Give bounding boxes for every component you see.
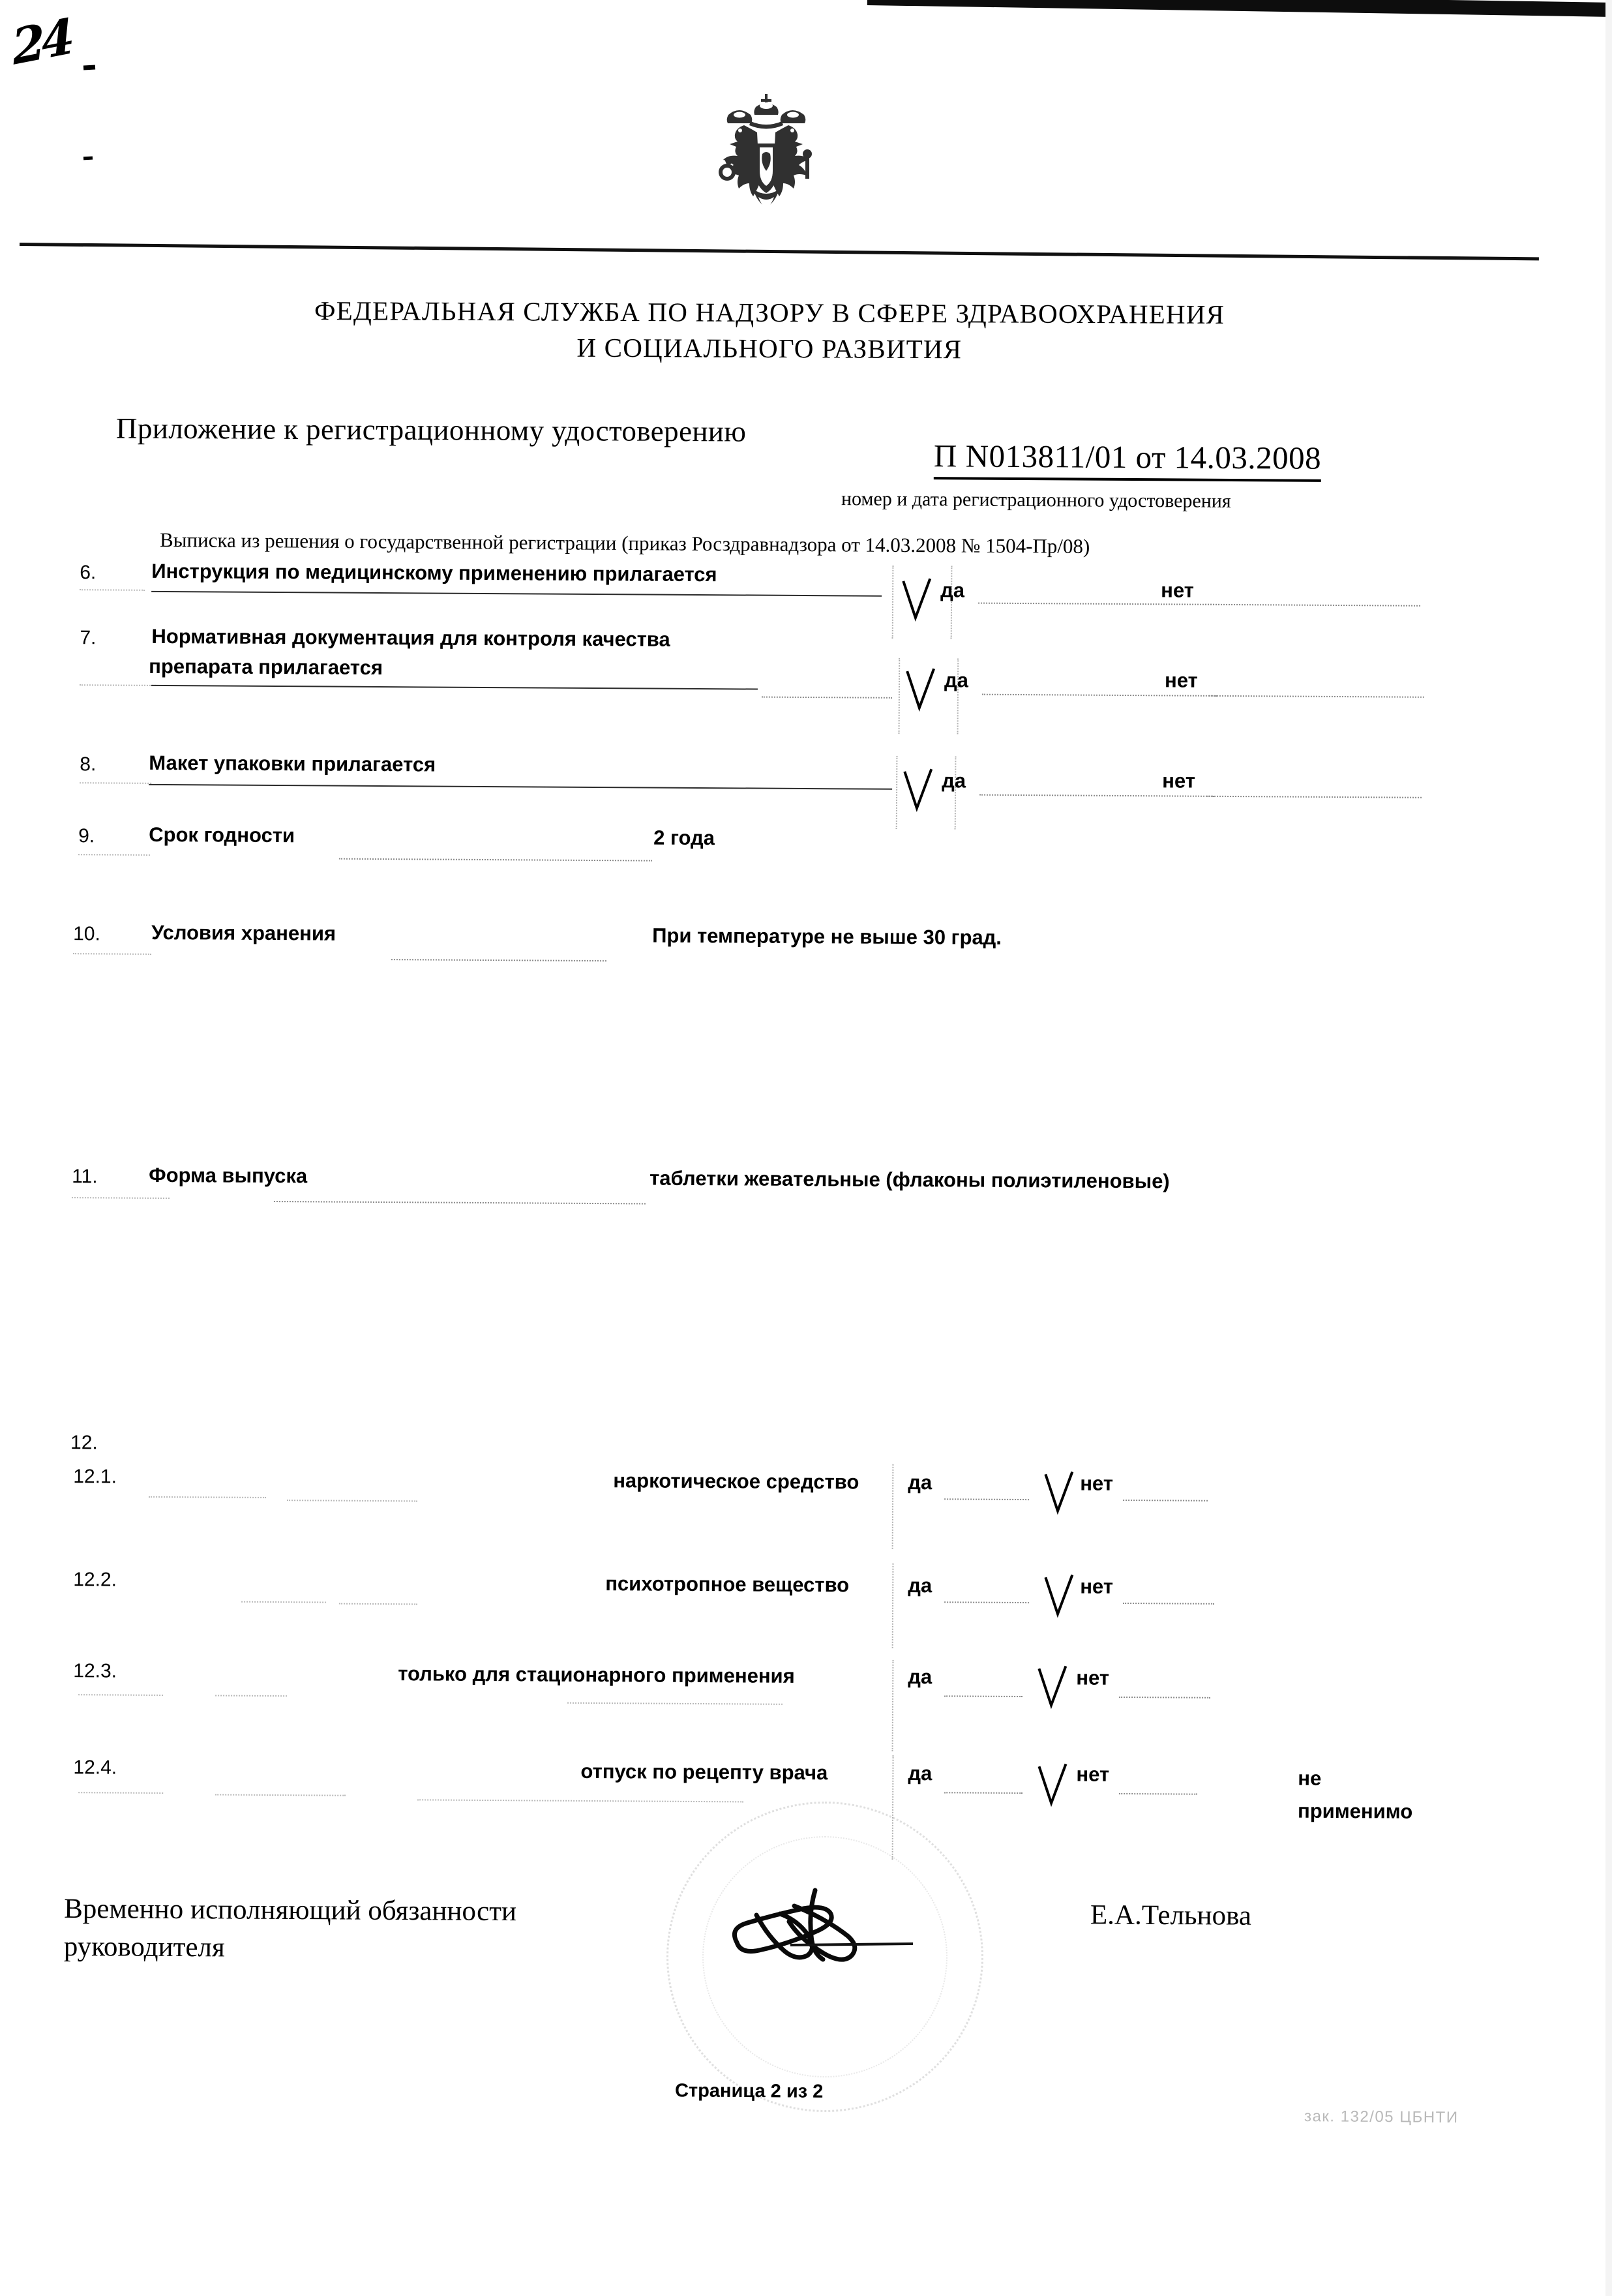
item-label-6: Инструкция по медицинскому применению прилагается xyxy=(151,559,717,586)
organisation-title-line2: И СОЦИАЛЬНОГО РАЗВИТИЯ xyxy=(576,332,963,365)
leader-dots-12-4b xyxy=(215,1794,346,1796)
option-no-12-3[interactable]: нет xyxy=(1076,1666,1110,1689)
item-label-7-line2: препарата прилагается xyxy=(149,654,383,680)
leader-dots-7-left xyxy=(80,684,158,686)
leader-dots-6-left xyxy=(80,589,145,591)
leader-dots-yes-12-2 xyxy=(944,1601,1029,1603)
checkmark-yes-8 xyxy=(903,768,934,813)
checkmark-yes-6 xyxy=(901,577,933,623)
item-number-10: 10. xyxy=(73,923,100,945)
col-divider-12-2 xyxy=(892,1563,894,1648)
option-yes-12-3[interactable]: да xyxy=(908,1665,933,1689)
option-not-applicable-line2[interactable]: применимо xyxy=(1297,1799,1413,1823)
leader-dots-11-left xyxy=(72,1197,170,1199)
col-divider-12-3 xyxy=(892,1660,894,1751)
item-number-6: 6. xyxy=(80,562,97,584)
item-value-10: При температуре не выше 30 град. xyxy=(652,924,1002,949)
annex-title: Приложение к регистрационному удостоверению xyxy=(115,412,747,448)
leader-line-6 xyxy=(151,591,882,597)
option-no-6[interactable]: нет xyxy=(1161,579,1195,602)
form-row-9 xyxy=(0,822,1612,890)
leader-dots-12-4a xyxy=(78,1792,163,1794)
form-row-10 xyxy=(0,920,1612,988)
item-number-12-2: 12.2. xyxy=(73,1569,117,1591)
handwritten-archive-number: 24 xyxy=(10,8,73,76)
option-no-12-2[interactable]: нет xyxy=(1080,1575,1114,1598)
leader-dots-11 xyxy=(274,1201,646,1204)
option-no-7[interactable]: нет xyxy=(1164,669,1198,692)
leader-dots-12-4c xyxy=(417,1799,743,1802)
leader-dots-10 xyxy=(391,959,606,961)
form-row-12-3 xyxy=(0,1659,1612,1754)
option-yes-12-1[interactable]: да xyxy=(908,1470,933,1494)
signatory-role-line2: руководителя xyxy=(63,1931,225,1963)
leader-dots-no-12-3 xyxy=(1119,1697,1210,1699)
organisation-title-line1: ФЕДЕРАЛЬНАЯ СЛУЖБА ПО НАДЗОРУ В СФЕРЕ ЗДРАВООХРАНЕНИЯ xyxy=(314,295,1225,330)
extract-decision-line: Выписка из решения о государственной регистрации (приказ Росздравнадзора от 14.03.2008 № 1504-Пр/08) xyxy=(159,528,1090,558)
checkbox-left-edge-7 xyxy=(899,658,901,734)
leader-dots-12-3a xyxy=(78,1694,163,1696)
handwritten-dash-mark xyxy=(83,65,95,70)
item-label-12-4: отпуск по рецепту врача xyxy=(580,1759,828,1785)
item-label-10: Условия хранения xyxy=(151,920,336,945)
item-label-7: Нормативная документация для контроля качества xyxy=(151,624,670,651)
leader-dots-no-12-4 xyxy=(1119,1793,1197,1795)
form-row-11 xyxy=(0,1162,1612,1231)
form-row-12-2 xyxy=(0,1568,1612,1656)
printer-order-mark: зак. 132/05 ЦБНТИ xyxy=(1304,2107,1459,2127)
leader-dots-no-12-2 xyxy=(1123,1603,1214,1605)
option-no-12-1[interactable]: нет xyxy=(1080,1472,1114,1495)
item-value-11: таблетки жевательные (флаконы полиэтиленовые) xyxy=(649,1166,1170,1193)
organisation-title xyxy=(0,292,1539,370)
leader-dots-no-8 xyxy=(1206,796,1422,798)
item-number-12-4: 12.4. xyxy=(73,1757,117,1779)
leader-dots-no-7 xyxy=(1209,695,1424,698)
item-label-11: Форма выпуска xyxy=(149,1163,308,1188)
option-no-8[interactable]: нет xyxy=(1162,769,1196,793)
item-number-11: 11. xyxy=(72,1166,98,1188)
handwritten-dash-mark-2 xyxy=(83,157,93,160)
option-yes-7[interactable]: да xyxy=(944,669,969,692)
item-label-12-2: психотропное вещество xyxy=(605,1572,850,1597)
signatory-role-line1: Временно исполняющий обязанности xyxy=(64,1893,517,1927)
item-number-8: 8. xyxy=(80,753,97,776)
leader-dots-12-1b xyxy=(287,1500,417,1502)
form-row-12-1 xyxy=(0,1465,1612,1553)
registration-number-caption: номер и дата регистрационного удостоверения xyxy=(841,488,1231,512)
item-number-9: 9. xyxy=(78,825,95,847)
leader-dots-12-2a xyxy=(241,1601,326,1603)
option-yes-8[interactable]: да xyxy=(942,769,966,793)
option-yes-6[interactable]: да xyxy=(940,579,965,602)
leader-dots-yes-12-1 xyxy=(944,1498,1029,1500)
item-label-8: Макет упаковки прилагается xyxy=(149,751,436,776)
item-number-12-1: 12.1. xyxy=(73,1466,117,1488)
leader-dots-yes-7 xyxy=(982,694,1217,697)
leader-dots-yes-8 xyxy=(979,794,1214,797)
scan-edge-right-artifact xyxy=(1605,0,1612,2296)
header-divider xyxy=(20,243,1539,260)
item-label-12-3: только для стационарного применения xyxy=(398,1662,795,1687)
leader-dots-9-left xyxy=(78,854,150,856)
russian-coat-of-arms-icon xyxy=(688,91,844,219)
leader-dots-yes-6 xyxy=(978,603,1219,605)
registration-number: П N013811/01 от 14.03.2008 xyxy=(934,437,1321,482)
leader-dots-no-6 xyxy=(1205,604,1420,607)
leader-dots-no-12-1 xyxy=(1123,1500,1208,1502)
option-yes-12-2[interactable]: да xyxy=(908,1573,933,1597)
leader-line-7 xyxy=(151,685,758,690)
item-label-9: Срок годности xyxy=(149,823,295,847)
col-divider-12-1 xyxy=(892,1464,894,1549)
leader-dots-7-mid xyxy=(762,697,892,699)
item-value-9: 2 года xyxy=(653,826,715,850)
signatory-name: Е.А.Тельнова xyxy=(1090,1899,1252,1931)
page-number-label: Страница 2 из 2 xyxy=(674,2080,824,2102)
checkmark-no-12-3 xyxy=(1037,1665,1068,1710)
leader-dots-12-3c xyxy=(567,1702,783,1705)
option-no-12-4[interactable]: нет xyxy=(1076,1762,1110,1786)
checkmark-yes-7 xyxy=(905,667,936,713)
leader-dots-10-left xyxy=(73,953,151,955)
scan-edge-artifact xyxy=(867,0,1612,18)
signatory-role xyxy=(64,1890,516,1969)
option-not-applicable-line1[interactable]: не xyxy=(1298,1766,1322,1790)
item-label-12-1: наркотическое средство xyxy=(613,1469,859,1494)
leader-dots-12-2b xyxy=(339,1603,417,1605)
leader-dots-9 xyxy=(339,858,652,862)
checkmark-no-12-4 xyxy=(1037,1762,1068,1808)
item-number-12-3: 12.3. xyxy=(73,1660,117,1682)
item-number-7: 7. xyxy=(80,627,97,649)
leader-dots-yes-12-4 xyxy=(944,1792,1022,1794)
handwritten-signature xyxy=(717,1872,933,1996)
leader-dots-12-3b xyxy=(215,1695,287,1697)
checkmark-no-12-1 xyxy=(1043,1470,1075,1516)
option-yes-12-4[interactable]: да xyxy=(908,1761,933,1785)
form-row-7 xyxy=(0,621,1612,748)
leader-dots-8-left xyxy=(80,782,151,784)
section-number-12: 12. xyxy=(70,1432,98,1454)
leader-line-8 xyxy=(149,784,892,790)
checkmark-no-12-2 xyxy=(1043,1573,1075,1619)
checkbox-left-edge-8 xyxy=(896,756,898,829)
leader-dots-yes-12-3 xyxy=(944,1695,1022,1697)
leader-dots-12-1a xyxy=(149,1496,266,1498)
